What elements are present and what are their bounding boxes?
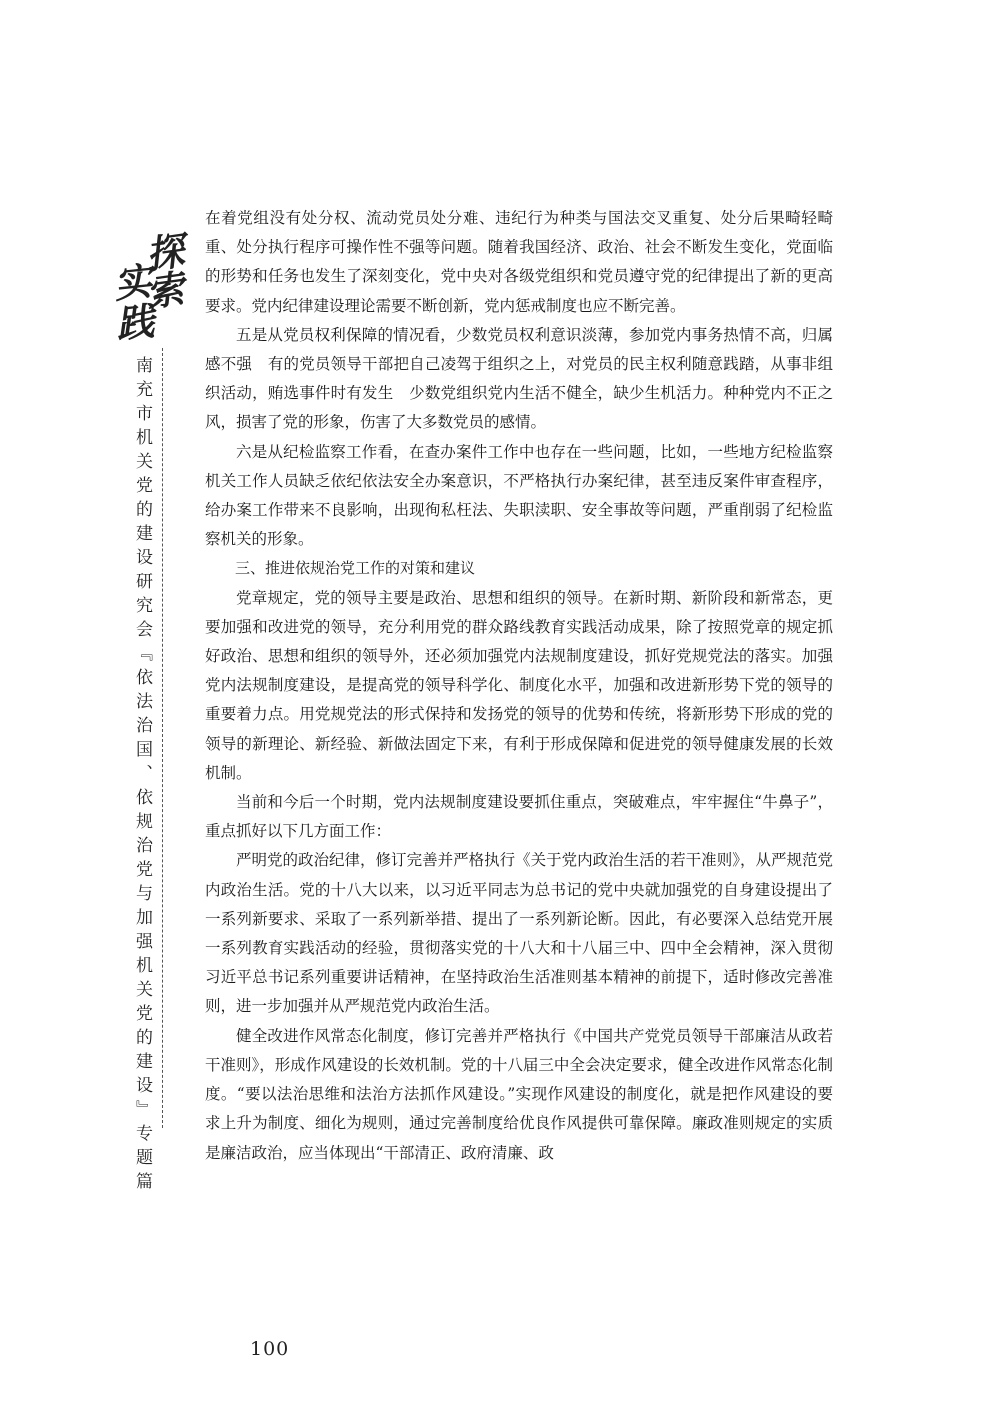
paragraph: 六是从纪检监察工作看，在查办案件工作中也存在一些问题，比如，一些地方纪检监察机关工作人员缺乏依纪依法安全办案意识，不严格执行办案纪律，甚至违反案件审查程序，给办案工作带来不良影响，出现徇私枉法、失职渎职、安全事故等问题，严重削弱了纪检监察机关的形象。 (205, 442, 833, 549)
paragraph-continued: 在着党组没有处分权、流动党员处分难、违纪行为种类与国法交叉重复、处分后果畸轻畸重、处分执行程序可操作性不强等问题。随着我国经济、政治、社会不断发生变化，党面临的形势和任务也发生了深刻变化，党中央对各级党组织和党员遵守党的纪律提出了新的更高要求。党内纪律建设理论需要不断创新，党内惩戒制度也应不断完善。 (205, 209, 833, 315)
paragraph: 党章规定，党的领导主要是政治、思想和组织的领导。在新时期、新阶段和新常态，更要加强和改进党的领导，充分利用党的群众路线教育实践活动成果，除了按照党章的规定抓好政治、思想和组织的领导外，还必须加强党内法规制度建设，抓好党规党法的落实。加强党内法规制度建设，是提高党的领导科学化、制度化水平，加强和改进新形势下党的领导的重要着力点。用党规党法的形式保持和发扬党的领导的优势和传统，将新形势下形成的党的领导的新理论、新经验、新做法固定下来，有利于形成保障和促进党的领导健康发展的长效机制。 (205, 588, 833, 782)
dashed-divider (162, 348, 163, 1128)
paragraph: 健全改进作风常态化制度，修订完善并严格执行《中国共产党党员领导干部廉洁从政若干准则》，形成作风建设的长效机制。党的十八届三中全会决定要求，健全改进作风常态化制度。“要以法治思维和法治方法抓作风建设。”实现作风建设的制度化，就是把作风建设的要求上升为制度、细化为规则，通过完善制度给优良作风提供可靠保障。廉政准则规定的实质是廉洁政治，应当体现出“干部清正、政府清廉、政 (205, 1026, 833, 1162)
logo-char: 实 (111, 258, 155, 307)
paragraph: 五是从党员权利保障的情况看，少数党员权利意识淡薄，参加党内事务热情不高，归属感不强 有的党员领导干部把自己凌驾于组织之上，对党员的民主权利随意践踏，从事非组织活动，贿选事件时有发生 少数党组织党内生活不健全，缺少生机活力。种种党内不正之风，损害了党的形象，伤害了大多数党员的感情。 (205, 325, 833, 432)
section-heading: 三、推进依规治党工作的对策和建议 (235, 559, 476, 578)
paragraph: 当前和今后一个时期，党内法规制度建设要抓住重点，突破难点，牢牢握住“牛鼻子”，重点抓好以下几方面工作： (205, 793, 833, 841)
sidebar (111, 227, 290, 1360)
logo-char: 践 (113, 298, 157, 347)
main-text (205, 204, 833, 1168)
section-logo (111, 227, 187, 347)
page-number: 100 (250, 1338, 290, 1360)
paragraph: 严明党的政治纪律，修订完善并严格执行《关于党内政治生活的若干准则》，从严规范党内政治生活。党的十八大以来，以习近平同志为总书记的党中央就加强党的自身建设提出了一系列新要求、采取了一系列新举措、提出了一系列新论断。因此，有必要深入总结党开展一系列教育实践活动的经验，贯彻落实党的十八大和十八届三中、四中全会精神，深入贯彻习近平总书记系列重要讲话精神，在坚持政治生活准则基本精神的前提下，适时修改完善准则，进一步加强并从严规范党内政治生活。 (205, 851, 833, 1016)
logo-char: 探 (142, 227, 187, 278)
series-title: 南充市机关党的建设研究会『依法治国、依规治党与加强机关党的建设』专题篇 (132, 356, 152, 1196)
logo-char: 索 (142, 265, 187, 316)
